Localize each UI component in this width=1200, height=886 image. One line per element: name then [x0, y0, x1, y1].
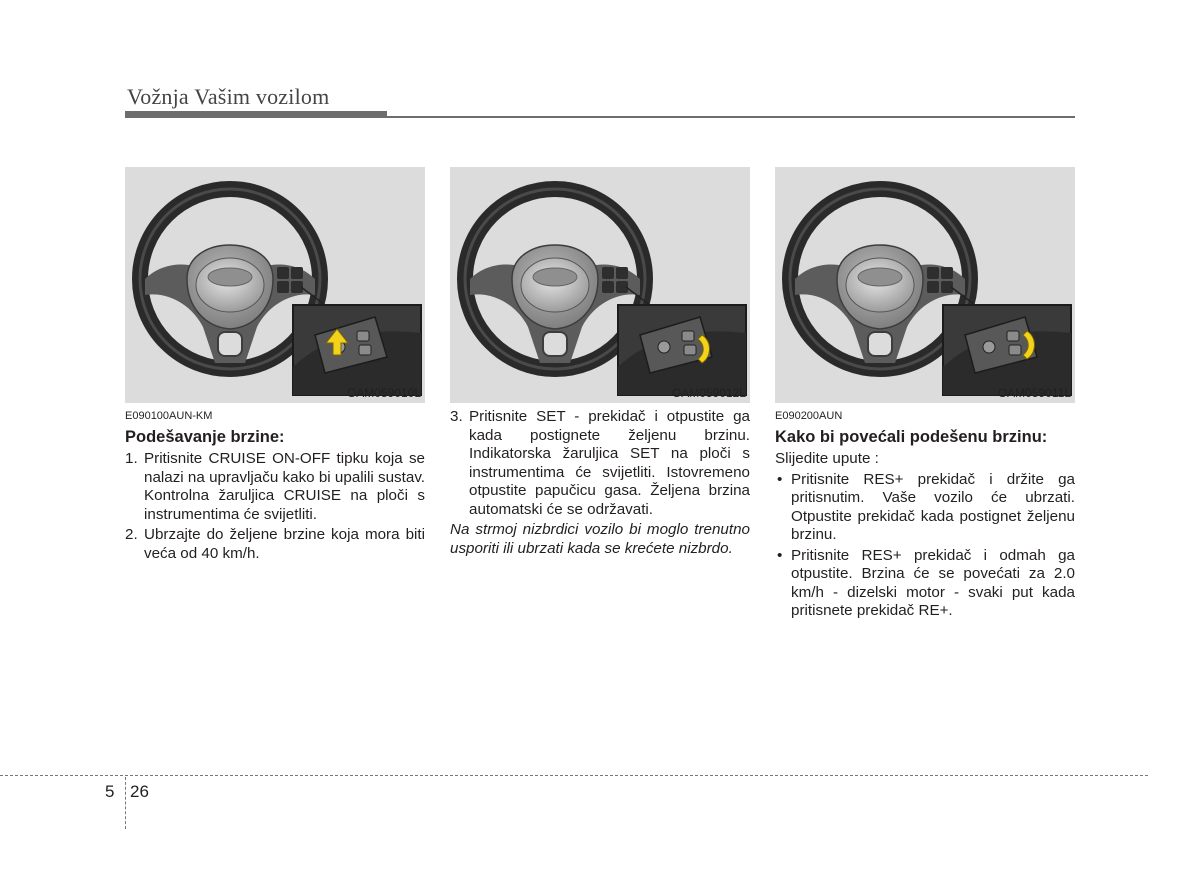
page-header-title: Vožnja Vašim vozilom: [127, 84, 330, 109]
bullet-mark: •: [777, 470, 783, 488]
bullet-mark: •: [777, 546, 783, 564]
footer-dashed-divider: [125, 777, 126, 829]
section-code: E090200AUN: [775, 410, 843, 422]
column-setting-speed: [125, 409, 425, 565]
figure-steering-wheel-2: [450, 167, 750, 403]
steering-wheel-illustration: [125, 167, 425, 403]
item-text: Pritisnite CRUISE ON-OFF tipku koja se nalazi na upravljaču kako bi upalili sustav. Kontrolna žaruljica CRUISE na ploči s instrumentima će svijetliti.: [144, 450, 425, 523]
figure-steering-wheel-1: [125, 167, 425, 403]
section-heading: Kako bi povećali podešenu brzinu:: [775, 428, 1048, 446]
steering-wheel-illustration: [775, 167, 1075, 403]
column-increase-speed: [775, 409, 1075, 623]
item-text: Ubrzajte do željene brzine koja mora biti veća od 40 km/h.: [144, 526, 425, 562]
italic-note: Na strmoj nizbrdici vozilo bi moglo trenutno usporiti ili ubrzati kada se krećete nizbrdo.: [450, 521, 750, 557]
chapter-number: 5: [105, 782, 115, 801]
list-item: [125, 526, 425, 563]
list-item: [450, 408, 750, 519]
bullet-text: Pritisnite RES+ prekidač i držite ga pritisnutim. Vaše vozilo će ubrzati. Otpustite prekidač kada postignet željenu brzinu.: [791, 470, 1075, 543]
section-heading: Podešavanje brzine:: [125, 428, 285, 446]
bullet-item: [775, 547, 1075, 621]
item-text: Pritisnite SET - prekidač i otpustite ga kada postignete željenu brzinu. Indikatorska žaruljica SET na ploči s instrumentima će svijetliti. Istovremeno otpustite papučicu gasa. Željena brzina automatski će se održavati.: [469, 408, 750, 518]
figure-code: OAM059011L: [997, 386, 1071, 400]
item-number: 1.: [125, 450, 138, 467]
figure-code: OAM059012L: [671, 386, 746, 400]
bullet-item: [775, 471, 1075, 545]
page-number: 26: [130, 782, 149, 801]
column-set-speed: [450, 408, 750, 558]
list-item: [125, 450, 425, 524]
figure-code: OAM059010L: [346, 386, 421, 400]
bullet-text: Pritisnite RES+ prekidač i odmah ga otpustite. Brzina će se povećati za 2.0 km/h - dizelski motor - svaki put kada pritisnete prekidač RE+.: [791, 546, 1075, 619]
header-rule-accent: [125, 111, 387, 118]
steering-wheel-illustration: [450, 167, 750, 403]
figure-steering-wheel-3: [775, 167, 1075, 403]
item-number: 3.: [450, 408, 463, 425]
footer-dashed-rule: [0, 775, 1148, 776]
section-code: E090100AUN-KM: [125, 410, 213, 422]
intro-text: Slijedite upute :: [775, 450, 879, 467]
item-number: 2.: [125, 526, 138, 543]
